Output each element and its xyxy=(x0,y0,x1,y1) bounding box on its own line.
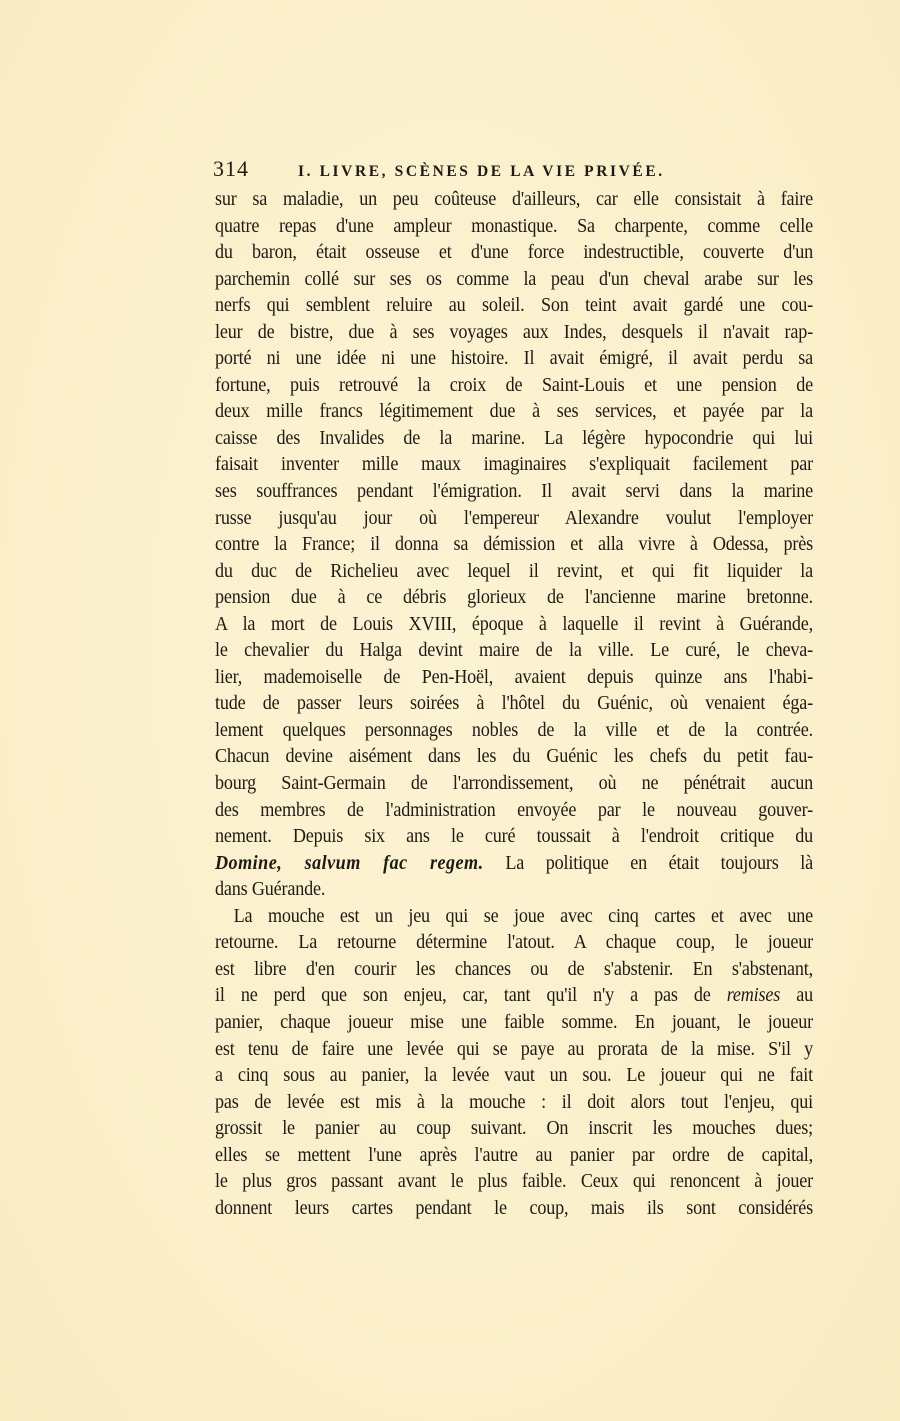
body-text xyxy=(215,187,813,1222)
text-line: faisait inventer mille maux imaginaires s'expliquait facilement par xyxy=(215,454,813,476)
text-line: donnent leurs cartes pendant le coup, mais ils sont considérés xyxy=(215,1197,813,1219)
text-line: parchemin collé sur ses os comme la peau d'un cheval arabe sur les xyxy=(215,268,813,290)
text-line: porté ni une idée ni une histoire. Il avait émigré, il avait perdu sa xyxy=(215,348,813,370)
text-span: il ne perd que son enjeu, car, tant qu'il n'y a pas de xyxy=(215,985,727,1007)
text-line: le chevalier du Halga devint maire de la ville. Le curé, le cheva- xyxy=(215,640,813,662)
text-line: caisse des Invalides de la marine. La légère hypocondrie qui lui xyxy=(215,427,813,449)
text-line: dans Guérande. xyxy=(215,879,326,901)
text-line: nerfs qui semblent reluire au soleil. Son teint avait gardé une cou- xyxy=(215,295,813,317)
text-line: tude de passer leurs soirées à l'hôtel du Guénic, où venaient éga- xyxy=(215,693,813,715)
text-line: bourg Saint-Germain de l'arrondissement, où ne pénétrait aucun xyxy=(215,773,813,795)
page-number: 314 xyxy=(213,156,249,181)
text-line: La mouche est un jeu qui se joue avec cinq cartes et avec une xyxy=(233,905,813,927)
text-line: ses souffrances pendant l'émigration. Il avait servi dans la marine xyxy=(215,481,813,503)
text-line: russe jusqu'au jour où l'empereur Alexandre voulut l'employer xyxy=(215,507,813,529)
text-line-with-latin xyxy=(215,851,813,878)
text-line: est tenu de faire une levée qui se paye au prorata de la mise. S'il y xyxy=(215,1038,813,1060)
text-span: La politique en était toujours là xyxy=(483,852,813,874)
italic-term: remises xyxy=(726,985,781,1007)
text-line: du baron, était osseuse et d'une force indestructible, couverte d'un xyxy=(215,242,813,264)
text-line: lier, mademoiselle de Pen-Hoël, avaient depuis quinze ans l'habi- xyxy=(215,666,813,688)
running-header xyxy=(213,156,813,186)
text-line: fortune, puis retrouvé la croix de Saint-Louis et une pension de xyxy=(215,374,813,396)
text-line: panier, chaque joueur mise une faible somme. En jouant, le joueur xyxy=(215,1011,813,1033)
paragraph-2 xyxy=(215,904,813,1223)
text-line-with-term xyxy=(215,983,813,1010)
paragraph-1 xyxy=(215,187,813,904)
text-line: des membres de l'administration envoyée par le nouveau gouver- xyxy=(215,799,813,821)
text-line: sur sa maladie, un peu coûteuse d'ailleurs, car elle consistait à faire xyxy=(215,189,813,210)
text-line: lement quelques personnages nobles de la ville et de la contrée. xyxy=(215,719,813,741)
text-line: grossit le panier au coup suivant. On inscrit les mouches dues; xyxy=(215,1118,813,1140)
text-line: a cinq sous au panier, la levée vaut un sou. Le joueur qui ne fait xyxy=(215,1065,813,1087)
text-line: du duc de Richelieu avec lequel il revint, et qui fit liquider la xyxy=(215,560,813,582)
text-line: pension due à ce débris glorieux de l'ancienne marine bretonne. xyxy=(215,587,813,609)
text-line: elles se mettent l'une après l'autre au panier par ordre de capital, xyxy=(215,1144,813,1166)
text-line: A la mort de Louis XVIII, époque à laquelle il revint à Guérande, xyxy=(215,613,813,635)
text-line: quatre repas d'une ampleur monastique. Sa charpente, comme celle xyxy=(215,215,813,237)
text-line: contre la France; il donna sa démission et alla vivre à Odessa, près xyxy=(215,534,813,556)
text-line: deux mille francs légitimement due à ses services, et payée par la xyxy=(215,401,813,423)
text-line: retourne. La retourne détermine l'atout. A chaque coup, le joueur xyxy=(215,932,813,954)
running-title: I. LIVRE, SCÈNES DE LA VIE PRIVÉE. xyxy=(298,163,665,180)
text-line: le plus gros passant avant le plus faible. Ceux qui renoncent à jouer xyxy=(215,1171,813,1193)
text-line: pas de levée est mis à la mouche : il doit alors tout l'enjeu, qui xyxy=(215,1091,813,1113)
text-line: Chacun devine aisément dans les du Guénic les chefs du petit fau- xyxy=(215,746,813,768)
text-line: leur de bistre, due à ses voyages aux Indes, desquels il n'avait rap- xyxy=(215,321,813,343)
text-span: au xyxy=(780,985,813,1007)
text-line: est libre d'en courir les chances ou de s'abstenir. En s'abstenant, xyxy=(215,958,813,980)
text-line: nement. Depuis six ans le curé toussait à l'endroit critique du xyxy=(215,826,813,848)
latin-phrase: Domine, salvum fac regem. xyxy=(215,852,484,874)
